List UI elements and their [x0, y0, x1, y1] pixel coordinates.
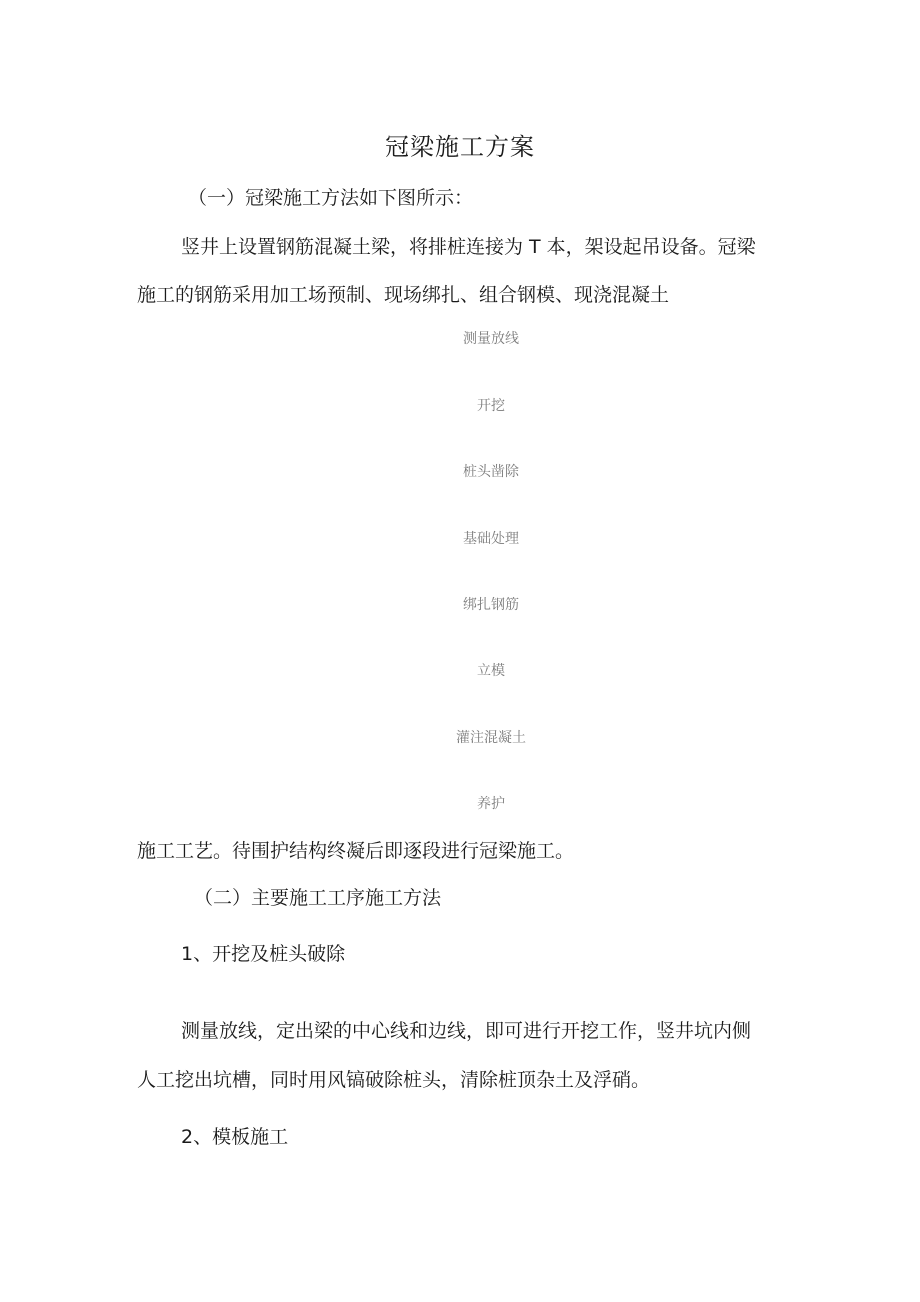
subsection-1-heading: 1、开挖及桩头破除 [181, 943, 346, 965]
document-title: 冠梁施工方案 [385, 133, 535, 161]
flow-step: 绑扎钢筋 [463, 597, 519, 613]
section-2-heading: （二）主要施工工序施工方法 [194, 887, 442, 909]
subsection-1-paragraph-line-2: 人工挖出坑槽，同时用风镐破除桩头，清除桩顶杂土及浮硝。 [137, 1069, 651, 1091]
flow-step: 立模 [477, 663, 505, 679]
flow-step: 灌注混凝土 [456, 730, 526, 746]
flow-step: 桩头凿除 [463, 464, 519, 480]
after-flow-paragraph: 施工工艺。待围护结构终凝后即逐段进行冠梁施工。 [137, 840, 575, 862]
flow-step: 测量放线 [463, 331, 519, 347]
subsection-2-heading: 2、模板施工 [181, 1126, 289, 1148]
intro-paragraph-line-2: 施工的钢筋采用加工场预制、现场绑扎、组合钢模、现浇混凝土 [137, 284, 670, 306]
flow-step: 开挖 [477, 398, 505, 414]
intro-paragraph-line-1: 竖井上设置钢筋混凝土梁，将排桩连接为 T 本，架设起吊设备。冠梁 [181, 236, 756, 258]
flow-step: 基础处理 [463, 531, 519, 547]
section-1-heading: （一）冠梁施工方法如下图所示： [188, 187, 474, 209]
subsection-1-paragraph-line-1: 测量放线，定出梁的中心线和边线，即可进行开挖工作，竖井坑内侧 [181, 1020, 752, 1042]
flow-step: 养护 [477, 796, 505, 812]
